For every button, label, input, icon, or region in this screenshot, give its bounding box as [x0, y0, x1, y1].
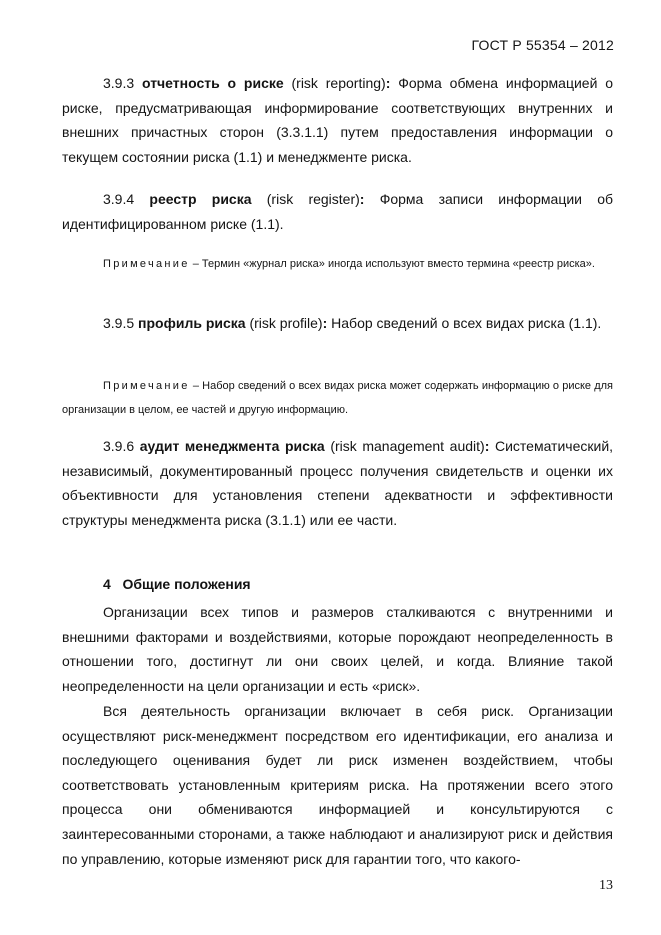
- section-heading: [103, 576, 251, 592]
- clause-english-term: (risk register): [266, 191, 360, 207]
- section-title: Общие положения: [122, 576, 251, 592]
- note-label: Примечание: [103, 258, 190, 270]
- note-risk-profile: [62, 374, 613, 422]
- clause-english-term: (risk reporting): [291, 75, 386, 91]
- clause-definition: Набор сведений о всех видах риска (1.1).: [331, 315, 602, 331]
- page-number: 13: [599, 878, 613, 893]
- clause-number: 3.9.4: [103, 191, 135, 207]
- clause-3-9-4: 3.9.4 реестр риска (risk register): Форма записи информации об идентифицированном риске (1.1).: [62, 191, 614, 232]
- note-label: Примечание: [103, 380, 190, 392]
- clause-definition: Форма записи информации об идентифицированном риске (1.1).: [62, 191, 614, 232]
- clause-number: 3.9.5: [103, 315, 135, 331]
- clause-term: реестр риска: [149, 191, 252, 207]
- section-number: 4: [103, 576, 111, 592]
- clause-3-9-3: 3.9.3 отчетность о риске (risk reporting): Форма обмена информацией о риске, предусматривающая информирование соответствующих внутренних и внешних причастных сторон (3.3.1.1) путем предоставления информации о текущем состоянии риска (1.1) и менеджменте риска.: [62, 75, 614, 165]
- clause-term: отчетность о риске: [141, 75, 284, 91]
- clause-term: аудит менеджмента риска: [139, 438, 325, 454]
- clause-english-term: (risk profile): [249, 315, 323, 331]
- note-text: – Термин «журнал риска» иногда используют вместо термина «реестр риска».: [192, 258, 595, 270]
- clause-english-term: (risk management audit): [330, 438, 485, 454]
- section-paragraph: Вся деятельность организации включает в себя риск. Организации осуществляют риск-менеджмент посредством его идентификации, его анализа и последующего оценивания будет ли риск изменен воздействием, чтобы соответствовать установленным критериям риска. На протяжении всего этого процесса они обмениваются информацией и консультируются с заинтересованными сторонами, а также наблюдают и анализируют риск и действия по управлению, которые изменяют риск для гарантии того, что какого-: [62, 703, 613, 867]
- clause-term: профиль риска: [138, 315, 246, 331]
- clause-number: 3.9.3: [103, 75, 135, 91]
- clause-number: 3.9.6: [103, 438, 135, 454]
- clause-3-9-5: 3.9.5 профиль риска (risk profile): Набор сведений о всех видах риска (1.1).: [103, 315, 602, 331]
- clause-definition: Форма обмена информацией о риске, предусматривающая информирование соответствующих внутренних и внешних причастных сторон (3.3.1.1) путем предоставления информации о текущем состоянии риска (1.1) и менеджменте риска.: [62, 75, 614, 165]
- clause-definition: Систематический, независимый, документированный процесс получения свидетельств и оценки их объективности для установления степени адекватности и эффективности структуры менеджмента риска (3.1.1) или ее части.: [62, 438, 614, 528]
- clause-3-9-6: 3.9.6 аудит менеджмента риска (risk management audit): Систематический, независимый, документированный процесс получения свидетельств и оценки их объективности для установления степени адекватности и эффективности структуры менеджмента риска (3.1.1) или ее части.: [62, 438, 614, 528]
- note-text: – Набор сведений о всех видах риска может содержать информацию о риске для организации в целом, ее частей и другую информацию.: [62, 380, 614, 416]
- section-paragraph: Организации всех типов и размеров сталкиваются с внутренними и внешними факторами и воздействиями, которые порождают неопределенность в отношении того, достигнут ли они своих целей, и когда. Влияние такой неопределенности на цели организации и есть «риск».: [62, 604, 613, 694]
- note-journal-risk: [62, 252, 613, 276]
- standard-header: ГОСТ Р 55354 – 2012: [471, 37, 614, 53]
